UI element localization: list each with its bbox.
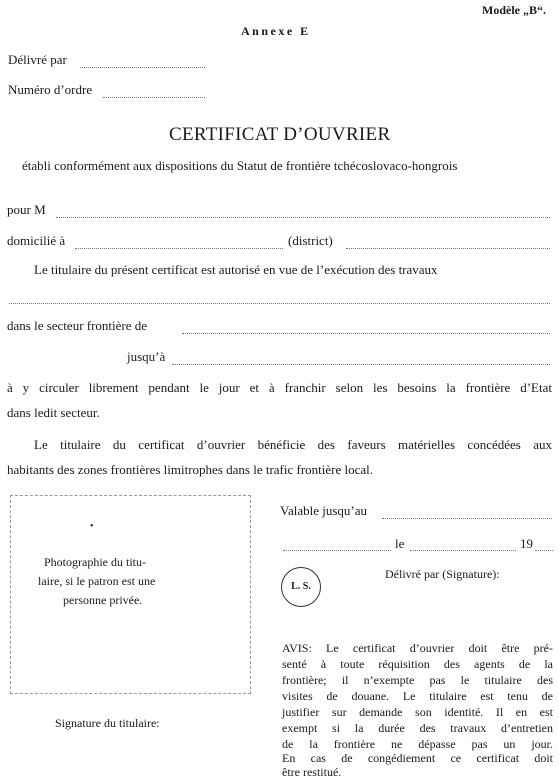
date-field[interactable] bbox=[410, 550, 516, 551]
delivered-by-field[interactable] bbox=[80, 67, 205, 68]
official-seal-stamp: L. S. bbox=[281, 567, 321, 607]
year-prefix-label: 19 bbox=[520, 536, 533, 551]
residence-label: domicilié à bbox=[7, 233, 66, 248]
document-subtitle: établi conformément aux dispositions du Statut de frontière tchécoslovaco-hongrois bbox=[22, 158, 458, 173]
notice-line5: justifier sur demande son identité. Il en est bbox=[282, 705, 553, 719]
paragraph-authorization: Le titulaire du présent certificat est autorisé en vue de l’exécution des travaux bbox=[34, 262, 438, 277]
paragraph-circulation-line1: à y circuler librement pendant le jour et à franchir selon les besoins la frontière d’Etat bbox=[7, 380, 552, 395]
notice-line8: En cas de congédiement ce certificat doit bbox=[282, 751, 553, 765]
residence-field[interactable] bbox=[75, 248, 283, 249]
annex-heading: Annexe E bbox=[241, 24, 311, 38]
document-title: CERTIFICAT D’OUVRIER bbox=[169, 124, 391, 145]
valid-until-label: Valable jusqu’au bbox=[280, 503, 368, 518]
district-label: (district) bbox=[288, 233, 333, 248]
year-field[interactable] bbox=[535, 550, 553, 551]
place-field[interactable] bbox=[283, 550, 391, 551]
delivered-by-label: Délivré par bbox=[8, 52, 67, 67]
dot-mark-icon: • bbox=[90, 521, 94, 532]
district-field[interactable] bbox=[346, 248, 550, 249]
date-le-label: le bbox=[395, 536, 405, 551]
works-description-field[interactable] bbox=[9, 303, 550, 304]
issued-by-signature-label: Délivré par (Signature): bbox=[385, 567, 500, 581]
notice-line3: frontière; il n’exempte pas le titulaire des bbox=[282, 673, 553, 687]
notice-line4: visites de douane. Le titulaire est tenu de bbox=[282, 689, 553, 703]
valid-until-field[interactable] bbox=[382, 518, 552, 519]
holder-signature-label: Signature du titulaire: bbox=[55, 716, 160, 730]
worker-name-field[interactable] bbox=[56, 217, 550, 218]
photo-caption-line3: personne privée. bbox=[63, 593, 143, 607]
paragraph-circulation-line2: dans ledit secteur. bbox=[7, 405, 100, 420]
until-field[interactable] bbox=[172, 364, 550, 365]
order-number-label: Numéro d’ordre bbox=[8, 82, 93, 97]
photo-box bbox=[10, 495, 251, 694]
notice-line6: exempt si la durée des travaux d’entretien bbox=[282, 721, 553, 735]
notice-line9: être restitué. bbox=[282, 765, 342, 779]
model-label: Modèle „B“. bbox=[482, 3, 546, 17]
notice-line7: de la frontière ne dépasse pas un jour. bbox=[282, 737, 553, 751]
border-sector-field[interactable] bbox=[182, 333, 550, 334]
paragraph-benefits-line2: habitants des zones frontières limitrophes dans le trafic frontière local. bbox=[7, 462, 374, 477]
order-number-field[interactable] bbox=[103, 97, 205, 98]
for-mr-label: pour M bbox=[7, 202, 46, 217]
photo-caption-line1: Photographie du titu- bbox=[44, 555, 146, 569]
notice-line1: AVIS: Le certificat d’ouvrier doit être pré- bbox=[282, 641, 553, 655]
notice-line2: senté à toute réquisition des agents de la bbox=[282, 657, 553, 671]
border-sector-label: dans le secteur frontière de bbox=[7, 318, 148, 333]
until-label: jusqu’à bbox=[127, 349, 166, 364]
paragraph-benefits-line1: Le titulaire du certificat d’ouvrier bénéficie des faveurs matérielles concédées aux bbox=[34, 437, 552, 452]
photo-caption-line2: laire, si le patron est une bbox=[38, 574, 156, 588]
